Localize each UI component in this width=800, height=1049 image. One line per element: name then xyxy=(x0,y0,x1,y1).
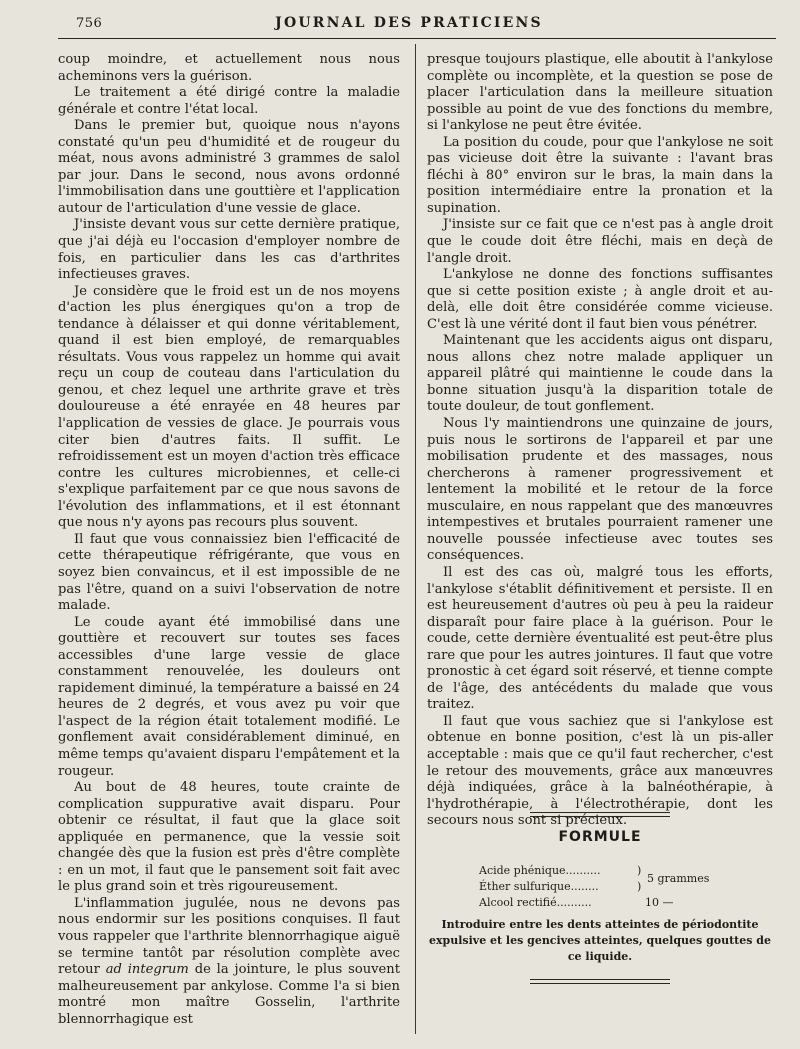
paragraph: Nous l'y maintiendrons une quinzaine de jours, puis nous le sortirons de l'appareil et par une mobilisation prudente et des massages, nous chercherons à ramener progressivement et lentement la mobilité et le retour de la force musculaire, en nous rappelant que des manœuvres intempestives et brutales pourraient ramener une nouvelle poussée infectieuse avec toutes ses conséquences. xyxy=(427,416,773,564)
paragraph-text: de la jointure, le plus souvent malheureusement par ankylose. Comme l'a si bien montré mon maître Gosselin, l'arthrite blennorrhagique est xyxy=(58,962,400,1027)
paragraph: presque toujours plastique, elle aboutit à l'ankylose complète ou incomplète, et la question se pose de placer l'articulation dans la meilleure situation possible au point de vue des fonctions du membre, si l'ankylose ne peut être évitée. xyxy=(427,52,773,134)
paragraph: La position du coude, pour que l'ankylose ne soit pas vicieuse doit être la suivante : l'avant bras fléchi à 80° environ sur le bras, la main dans la position intermédiaire entre la pronation et la supination. xyxy=(427,134,773,216)
paragraph: Maintenant que les accidents aigus ont disparu, nous allons chez notre malade appliquer un appareil plâtré qui maintienne le coude dans la bonne situation jusqu'à la disparition totale de toute douleur, de tout gonflement. xyxy=(427,333,773,415)
paragraph: Il faut que vous connaissiez bien l'efficacité de cette thérapeutique réfrigérante, que vous en soyez bien convaincus, et il est impossible de ne pas l'être, quand on a suivi l'observation de notre malade. xyxy=(58,531,400,614)
paragraph: Au bout de 48 heures, toute crainte de complication suppurative avait disparu. Pour obtenir ce résultat, il faut que la glace soit appliquée en permanence, que la vessie soit changée dès que la fusion est près d'être complète : en un mot, il faut que le pansement soit fait avec le plus grand soin et très rigoureusement. xyxy=(58,780,400,895)
ingredient-line xyxy=(479,863,601,879)
formula-section xyxy=(427,812,773,984)
paragraph: Dans le premier but, quoique nous n'ayons constaté qu'un peu d'humidité et de rougeur du méat, nous avons administré 3 grammes de salol par jour. Dans le second, nous avons ordonné l'immobilisation dans une gouttière et l'application autour de l'articulation d'une vessie de glace. xyxy=(58,118,400,216)
header-rule xyxy=(58,38,776,39)
page-number: 756 xyxy=(76,16,103,31)
right-column xyxy=(427,52,773,830)
paragraph: Il est des cas où, malgré tous les efforts, l'ankylose s'établit définitivement et persiste. Il en est heureusement d'autres où peu à peu la raideur disparaît pour faire place à la guérison. Pour le coude, cette dernière éventualité est peut-être plus rare que pour les autres jointures. Il faut que votre pronostic à cet égard soit réservé, et tienne compte de l'âge, des antécédents du malade que vous traitez. xyxy=(427,564,773,713)
leader-dots: .......... xyxy=(565,864,601,877)
ingredient-line xyxy=(479,879,599,895)
brace-mark: ) xyxy=(637,880,642,893)
shared-quantity: 5 grammes xyxy=(647,872,710,885)
paragraph: Il faut que vous sachiez que si l'ankylose est obtenue en bonne position, c'est là un pis-aller acceptable : mais que ce qu'il faut rechercher, c'est le retour des mouvements, grâce aux manœuvres déjà indiquées, grâce à la balnéothérapie, à l'hydrothérapie, à l'électrothérapie, dont les secours nous sont si précieux. xyxy=(427,713,773,829)
paragraph: coup moindre, et actuellement nous nous acheminons vers la guérison. xyxy=(58,52,400,84)
ingredient-name: Alcool rectifié xyxy=(479,896,557,909)
ingredient-name: Éther sulfurique xyxy=(479,880,571,893)
paragraph: J'insiste sur ce fait que ce n'est pas à angle droit que le coude doit être fléchi, mais en deçà de l'angle droit. xyxy=(427,217,773,266)
double-rule xyxy=(530,979,670,984)
formula-instructions: Introduire entre les dents atteintes de périodontite expulsive et les gencives atteintes, quelques gouttes de ce liquide. xyxy=(429,918,771,963)
ingredient-line xyxy=(479,895,592,911)
formula-recipe xyxy=(427,863,773,913)
formula-title: FORMULE xyxy=(558,829,642,845)
left-column xyxy=(58,52,400,1028)
column-divider xyxy=(415,44,416,1034)
paragraph-text: L'inflammation jugulée, nous ne devons pas nous endormir sur les positions conquises. Il faut vous rappeler que l'arthrite blennorrhagique aiguë se termine tantôt par résolution complète avec retour xyxy=(58,895,400,978)
italic-phrase: ad integrum xyxy=(105,962,189,978)
ingredient-name: Acide phénique xyxy=(479,864,566,877)
paragraph xyxy=(58,896,400,1028)
ingredient-quantity: 10 — xyxy=(645,896,674,909)
grouping-brace xyxy=(637,863,641,895)
running-head: JOURNAL DES PRATICIENS xyxy=(275,15,543,31)
paragraph: J'insiste devant vous sur cette dernière pratique, que j'ai déjà eu l'occasion d'employer nombre de fois, en particulier dans les cas d'arthrites infectieuses graves. xyxy=(58,217,400,283)
leader-dots: ........ xyxy=(570,880,599,893)
page-header xyxy=(58,12,760,36)
paragraph: Je considère que le froid est un de nos moyens d'action les plus énergiques qu'on a trop de tendance à délaisser et qui donne véritablement, quand il est bien employé, de remarquables résultats. Vous vous rappelez un homme qui avait reçu un coup de couteau dans l'articulation du genou, et chez lequel une arthrite grave et très douloureuse a été enrayée en 48 heures par l'application de vessies de glace. Je pourrais vous citer bien d'autres faits. Il suffit. Le refroidissement est un moyen d'action très efficace contre les cultures microbiennes, et celle-ci s'explique parfaitement par ce que nous savons de l'évolution des inflammations, et il est étonnant que nous n'y ayons pas recours plus souvent. xyxy=(58,283,400,531)
double-rule xyxy=(530,812,670,817)
brace-mark: ) xyxy=(637,864,642,877)
paragraph: Le traitement a été dirigé contre la maladie générale et contre l'état local. xyxy=(58,85,400,117)
paragraph: L'ankylose ne donne des fonctions suffisantes que si cette position existe ; à angle droit et au-delà, elle doit être considérée comme vicieuse. C'est là une vérité dont il faut bien vous pénétrer. xyxy=(427,267,773,332)
paragraph: Le coude ayant été immobilisé dans une gouttière et recouvert sur toutes ses faces accessibles d'une large vessie de glace constamment renouvelée, les douleurs ont rapidement diminué, la température a baissé en 24 heures de 2 degrés, et vous avez pu voir que l'aspect de la région était totalement modifié. Le gonflement avait considérablement diminué, en même temps qu'avaient disparu l'empâtement et la rougeur. xyxy=(58,614,400,779)
leader-dots: .......... xyxy=(556,896,592,909)
